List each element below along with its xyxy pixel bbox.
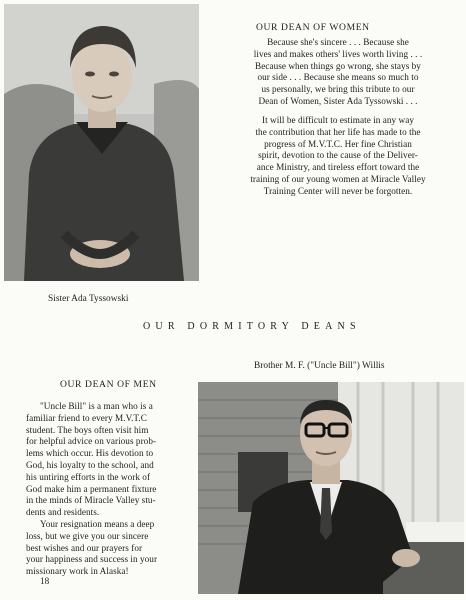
text-line: lems which occur. His devotion to bbox=[26, 448, 154, 459]
text-line: It will be difficult to estimate in any way bbox=[261, 115, 414, 125]
page-number: 18 bbox=[40, 576, 50, 586]
text-line: "Uncle Bill" is a man who is a bbox=[40, 401, 153, 411]
text-line: his untiring efforts in the work of bbox=[26, 471, 151, 482]
text-line: Because she's sincere . . . Because she bbox=[267, 37, 409, 47]
text-line: progress of M.V.T.C. Her fine Christian bbox=[264, 138, 412, 149]
text-line: best wishes and our prayers for bbox=[26, 542, 143, 553]
text-line: for helpful advice on various prob- bbox=[26, 436, 157, 447]
text-line: loss, but we give you our sincere bbox=[26, 530, 149, 541]
text-line: our side . . . Because she means so much to bbox=[257, 72, 419, 83]
text-line: familiar friend to every M.V.T.C bbox=[26, 412, 147, 423]
text-line: Because when things go wrong, she stays by bbox=[255, 60, 421, 71]
text-line: Training Center will never be forgotten. bbox=[263, 185, 413, 196]
text-line: God make him a permanent fixture bbox=[26, 483, 157, 494]
text-line: ance Ministry, and tireless effort toward the bbox=[256, 162, 420, 173]
text-line: in the minds of Miracle Valley stu- bbox=[26, 495, 156, 506]
text-line: dents and residents. bbox=[26, 507, 100, 518]
text-line: lives and makes others' lives worth living . . . bbox=[253, 48, 423, 59]
text-line: student. The boys often visit him bbox=[26, 424, 149, 435]
dean-of-women-paragraph-1 bbox=[213, 37, 463, 108]
photo-dean-of-men bbox=[198, 382, 464, 594]
dean-of-women-caption: Sister Ada Tyssowski bbox=[48, 294, 129, 304]
text-line: the contribution that her life has made to the bbox=[255, 126, 421, 137]
dean-of-women-paragraph-2 bbox=[213, 115, 463, 198]
text-line: Dean of Women, Sister Ada Tyssowski . . . bbox=[258, 95, 418, 106]
text-line: us personally, we bring this tribute to our bbox=[261, 84, 415, 95]
dean-of-men-heading: OUR DEAN OF MEN bbox=[60, 379, 157, 390]
dean-of-men-caption: Brother M. F. ("Uncle Bill") Willis bbox=[254, 361, 385, 371]
text-line: Your resignation means a deep bbox=[40, 519, 155, 529]
photo-dean-of-women bbox=[4, 4, 199, 281]
text-line: God, his loyalty to the school, and bbox=[26, 459, 154, 470]
text-line: training of our young women at Miracle Valley bbox=[250, 173, 426, 184]
text-line: your happiness and success in your bbox=[26, 554, 158, 565]
dean-of-women-heading: OUR DEAN OF WOMEN bbox=[256, 22, 370, 33]
text-line: missionary work in Alaska! bbox=[26, 566, 129, 577]
dean-of-men-paragraph-1 bbox=[26, 401, 198, 519]
text-line: spirit, devotion to the cause of the Deliver- bbox=[258, 150, 418, 161]
dean-of-men-paragraph-2 bbox=[26, 519, 198, 578]
section-title: OUR DORMITORY DEANS bbox=[143, 321, 361, 332]
